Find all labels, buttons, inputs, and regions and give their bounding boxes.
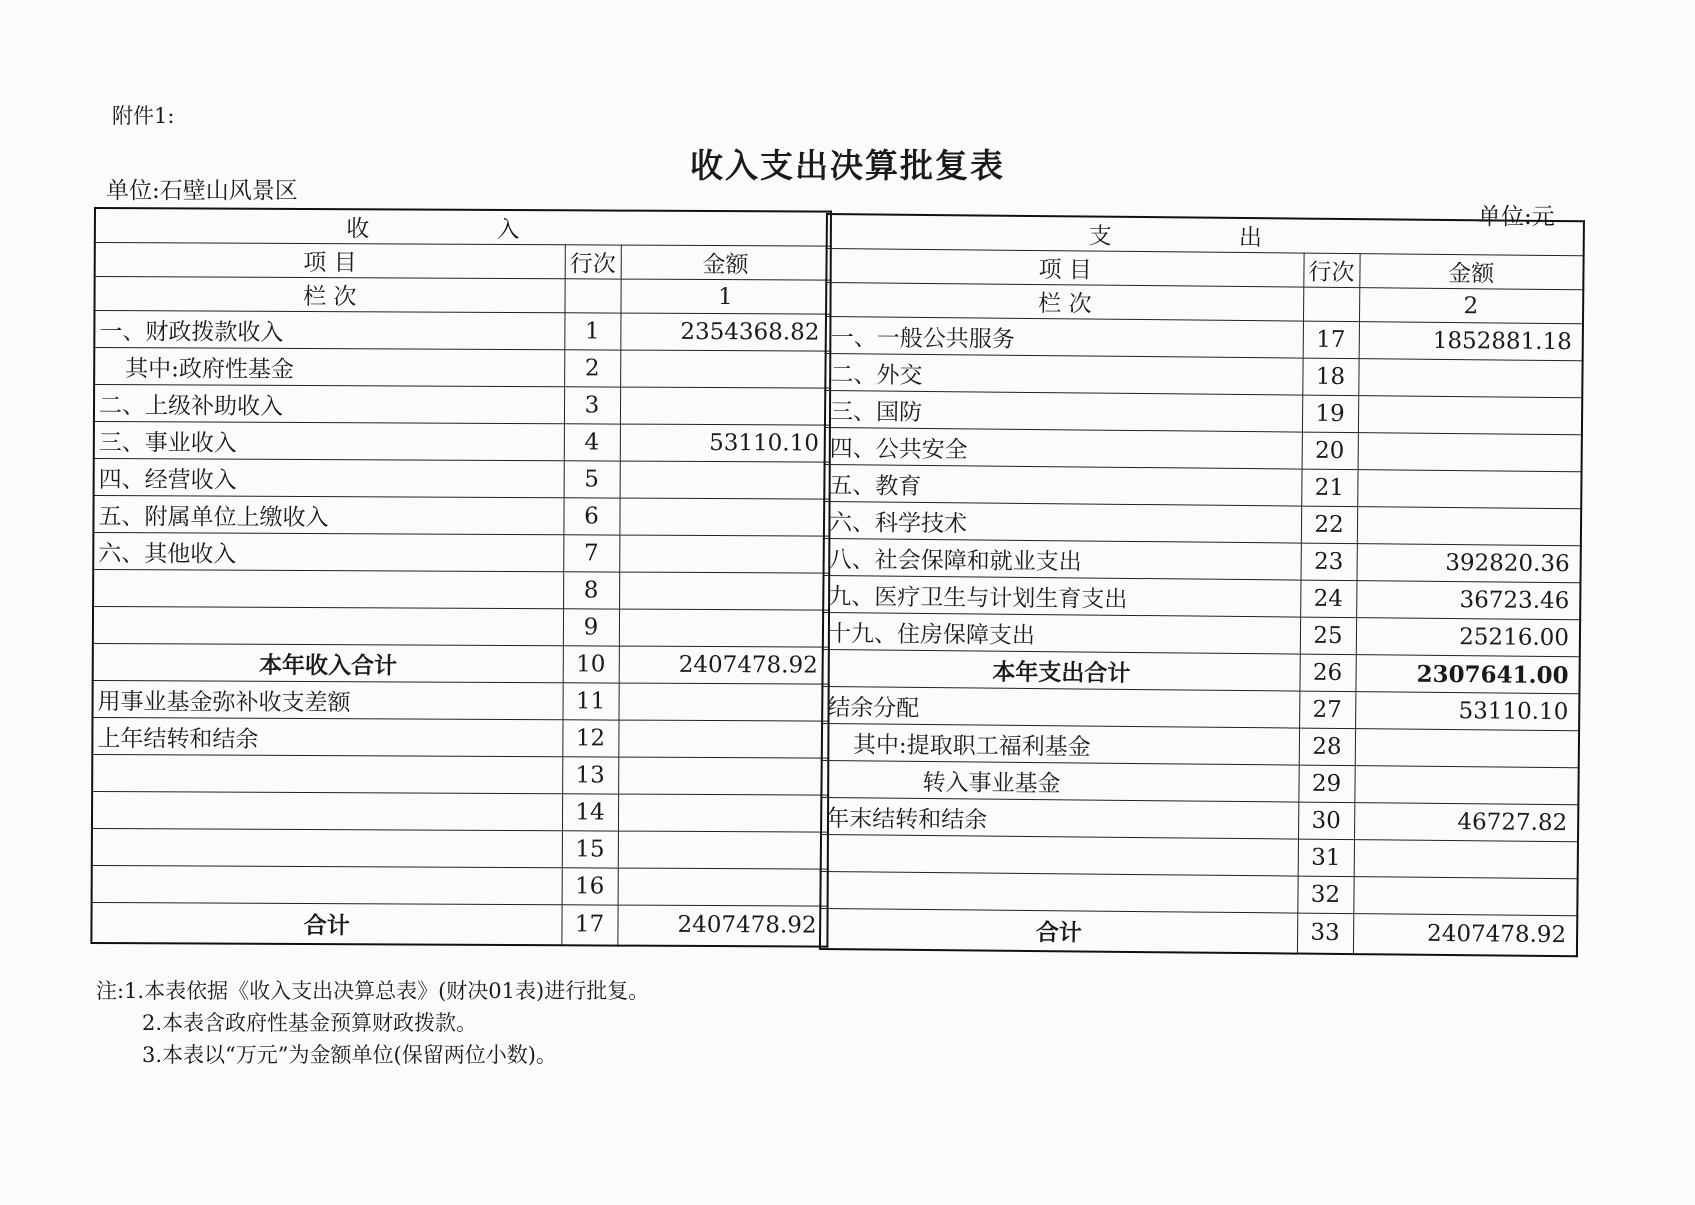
income-item-cell: 上年结转和结余 xyxy=(92,717,562,756)
document-title: 收入支出决算批复表 xyxy=(690,146,1005,185)
income-col-item: 项 目 xyxy=(95,243,565,279)
income-lanci-row xyxy=(564,279,620,313)
expense-col-item: 项 目 xyxy=(826,249,1303,288)
income-table xyxy=(90,207,832,947)
income-item-cell: 用事业基金弥补收支差额 xyxy=(93,680,563,719)
income-row-number: 15 xyxy=(562,831,618,868)
income-row xyxy=(93,533,829,574)
income-row xyxy=(92,791,828,832)
income-item-cell xyxy=(92,754,562,793)
income-row xyxy=(94,385,830,426)
income-amount-cell: 2354368.82 xyxy=(620,313,830,351)
notes xyxy=(96,975,649,1071)
expense-row-number: 26 xyxy=(1299,654,1355,692)
expense-row-number: 22 xyxy=(1301,506,1357,544)
expense-row-number: 30 xyxy=(1298,802,1354,840)
expense-col-amount: 金额 xyxy=(1359,254,1583,290)
expense-item-cell: 十九、住房保障支出 xyxy=(823,612,1300,654)
income-amount-cell: 2407478.92 xyxy=(619,646,829,684)
expense-item-cell xyxy=(821,834,1298,876)
income-amount-cell xyxy=(620,350,830,388)
income-item-cell: 一、财政拨款收入 xyxy=(94,311,564,350)
expense-item-cell: 三、国防 xyxy=(825,391,1302,433)
income-amount-cell: 2407478.92 xyxy=(617,905,827,946)
expense-row-number: 17 xyxy=(1303,321,1359,359)
expense-row-number: 31 xyxy=(1298,839,1354,877)
income-row-number: 8 xyxy=(563,572,619,609)
attachment-label: 附件1: xyxy=(112,104,175,128)
income-row xyxy=(94,422,830,463)
income-row-number: 10 xyxy=(563,646,619,683)
expense-amount-cell xyxy=(1354,840,1578,879)
expense-item-cell: 其中:提取职工福利基金 xyxy=(822,723,1299,765)
expense-amount-cell xyxy=(1354,766,1578,805)
income-item-cell: 五、附属单位上缴收入 xyxy=(93,496,563,535)
expense-section-header: 支 出 xyxy=(827,214,1584,256)
expense-amount-cell xyxy=(1355,729,1579,768)
currency-unit: 单位:元 xyxy=(1478,204,1555,230)
income-lanci-value: 1 xyxy=(620,279,830,314)
income-amount-cell xyxy=(618,757,828,795)
expense-row-number: 23 xyxy=(1300,543,1356,581)
income-row xyxy=(93,570,829,611)
note-2: 2.本表含政府性基金预算财政拨款。 xyxy=(142,1011,478,1035)
expense-amount-cell: 36723.46 xyxy=(1356,581,1580,620)
income-amount-cell: 53110.10 xyxy=(620,424,830,462)
income-amount-cell xyxy=(618,868,828,906)
expense-amount-cell: 46727.82 xyxy=(1354,803,1578,842)
expense-row-number: 32 xyxy=(1297,876,1353,914)
expense-amount-cell: 1852881.18 xyxy=(1359,322,1583,361)
expense-item-cell: 结余分配 xyxy=(822,686,1299,728)
expense-item-cell: 六、科学技术 xyxy=(824,501,1301,543)
expense-amount-cell xyxy=(1353,877,1577,916)
income-row xyxy=(94,311,830,352)
expense-row-number: 29 xyxy=(1298,765,1354,803)
income-col-amount: 金额 xyxy=(621,245,831,280)
income-item-cell xyxy=(93,570,563,609)
income-col-row: 行次 xyxy=(565,245,621,279)
income-amount-cell xyxy=(619,535,829,573)
expense-row-number: 21 xyxy=(1301,469,1357,507)
expense-item-cell: 九、医疗卫生与计划生育支出 xyxy=(823,575,1300,617)
expense-col-row: 行次 xyxy=(1303,253,1359,288)
expense-lanci-label: 栏 次 xyxy=(826,283,1303,322)
expense-item-cell: 本年支出合计 xyxy=(822,649,1299,691)
expense-item-cell: 五、教育 xyxy=(824,464,1301,506)
expense-item-cell: 转入事业基金 xyxy=(821,760,1298,802)
income-amount-cell xyxy=(620,461,830,499)
expense-row-number: 25 xyxy=(1300,617,1356,655)
income-item-cell xyxy=(92,791,562,830)
expense-item-cell: 合计 xyxy=(820,908,1297,953)
income-row xyxy=(92,828,828,869)
income-item-cell xyxy=(93,607,563,646)
income-table-block xyxy=(90,207,830,947)
income-row xyxy=(94,459,830,500)
expense-amount-cell xyxy=(1358,433,1582,472)
income-row xyxy=(93,607,829,648)
income-row-number: 4 xyxy=(564,424,620,461)
income-amount-cell xyxy=(619,572,829,610)
income-row-number: 5 xyxy=(564,461,620,498)
income-row-number: 17 xyxy=(561,905,617,945)
expense-row-number: 20 xyxy=(1302,432,1358,470)
income-amount-cell xyxy=(618,683,828,721)
income-lanci-label: 栏 次 xyxy=(94,277,564,313)
unit-name: 单位:石壁山风景区 xyxy=(106,178,298,204)
income-item-cell: 二、上级补助收入 xyxy=(94,385,564,424)
expense-item-cell: 八、社会保障和就业支出 xyxy=(824,538,1301,580)
income-row-number: 11 xyxy=(562,683,618,720)
expense-lanci-value: 2 xyxy=(1359,288,1583,324)
note-1: 注:1.本表依据《收入支出决算总表》(财决01表)进行批复。 xyxy=(96,979,650,1003)
income-row-number: 7 xyxy=(563,535,619,572)
income-section-header: 收 入 xyxy=(95,208,831,246)
income-item-cell: 四、经营收入 xyxy=(94,459,564,498)
income-row-number: 2 xyxy=(564,350,620,387)
income-row xyxy=(93,496,829,537)
income-row xyxy=(93,643,829,684)
expense-lanci-row xyxy=(1303,287,1359,322)
income-row xyxy=(92,717,828,758)
expense-row-number: 33 xyxy=(1297,913,1353,954)
expense-amount-cell: 25216.00 xyxy=(1356,618,1580,657)
income-row-number: 1 xyxy=(564,313,620,350)
income-item-cell: 本年收入合计 xyxy=(93,643,563,682)
income-row xyxy=(92,865,828,906)
note-3: 3.本表以“万元”为金额单位(保留两位小数)。 xyxy=(142,1043,557,1067)
expense-table-block xyxy=(819,213,1583,957)
income-item-cell: 三、事业收入 xyxy=(94,422,564,461)
expense-item-cell: 二、外交 xyxy=(825,354,1302,396)
income-amount-cell xyxy=(619,609,829,647)
income-amount-cell xyxy=(618,831,828,869)
expense-amount-cell: 2307641.00 xyxy=(1355,655,1579,694)
expense-amount-cell: 53110.10 xyxy=(1355,692,1579,731)
income-row-number: 13 xyxy=(562,757,618,794)
income-row-number: 16 xyxy=(562,868,618,905)
income-item-cell: 合计 xyxy=(91,902,561,944)
expense-amount-cell: 392820.36 xyxy=(1356,544,1580,583)
expense-item-cell: 年末结转和结余 xyxy=(821,797,1298,839)
income-item-cell xyxy=(92,865,562,904)
expense-amount-cell: 2407478.92 xyxy=(1353,914,1577,956)
expense-item-cell: 四、公共安全 xyxy=(825,427,1302,469)
income-row xyxy=(94,348,830,389)
expense-row xyxy=(820,908,1577,955)
expense-row-number: 28 xyxy=(1299,728,1355,766)
expense-item-cell xyxy=(820,871,1297,913)
expense-amount-cell xyxy=(1357,507,1581,546)
income-row-number: 12 xyxy=(562,720,618,757)
expense-item-cell: 一、一般公共服务 xyxy=(826,317,1303,359)
expense-row-number: 18 xyxy=(1302,358,1358,396)
income-item-cell xyxy=(92,828,562,867)
income-row-number: 6 xyxy=(563,498,619,535)
expense-row-number: 19 xyxy=(1302,395,1358,433)
income-row xyxy=(93,680,829,721)
income-row-number: 9 xyxy=(563,609,619,646)
income-row xyxy=(91,902,827,946)
income-item-cell: 六、其他收入 xyxy=(93,533,563,572)
expense-amount-cell xyxy=(1358,359,1582,398)
income-amount-cell xyxy=(620,387,830,425)
income-amount-cell xyxy=(619,498,829,536)
expense-row-number: 27 xyxy=(1299,691,1355,729)
expense-amount-cell xyxy=(1358,396,1582,435)
expense-amount-cell xyxy=(1357,470,1581,509)
income-item-cell: 其中:政府性基金 xyxy=(94,348,564,387)
expense-row-number: 24 xyxy=(1300,580,1356,618)
expense-table xyxy=(819,213,1585,957)
income-row-number: 3 xyxy=(564,387,620,424)
income-row xyxy=(92,754,828,795)
income-amount-cell xyxy=(618,720,828,758)
income-amount-cell xyxy=(618,794,828,832)
income-row-number: 14 xyxy=(562,794,618,831)
